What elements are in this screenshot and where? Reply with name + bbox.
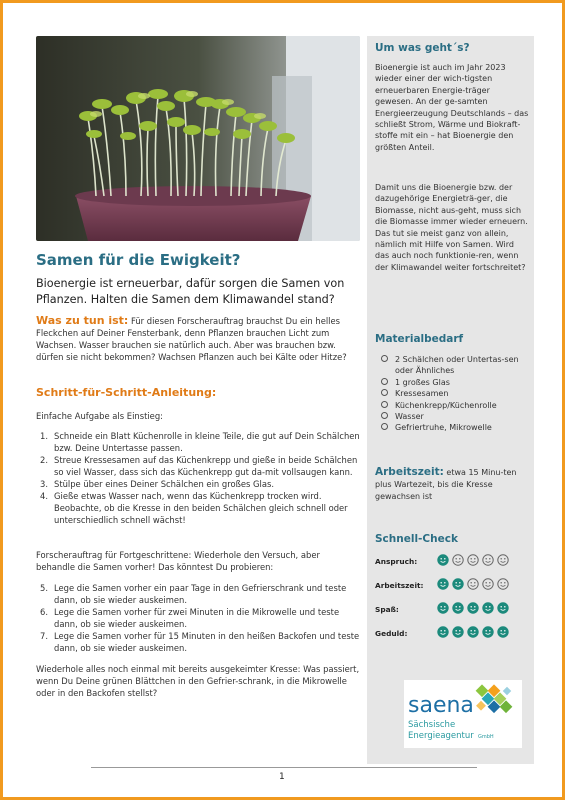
circle-bullet-icon [381,378,388,385]
material-item [381,377,529,388]
step-number: 3. [40,479,48,489]
smiley-filled-icon [467,626,479,638]
step-number: 6. [40,607,48,617]
step-text: Schneide ein Blatt Küchenrolle in kleine Teile, die gut auf Dein Schälchen bzw. Deine Untertasse passen. [54,431,360,453]
check-title: Schnell-Check [375,533,458,545]
worktime-text: etwa 15 Minu-ten plus Wartezeit, bis die Kresse gewachsen ist [375,468,517,501]
step-item [36,454,361,478]
step-number: 1. [40,431,48,441]
task-text: Für diesen Forscherauftrag brauchst Du ein helles Fleckchen auf Deiner Fensterbank, denn Pflanzen brauchen Licht zum Wachsen. Wasser brauchen sie natürlich auch. Aber was brauchen bzw. dürfen sie nicht bekommen? Wachsen Pflanzen auch bei Kälte oder Hitze? [36,316,347,362]
smiley-outline-icon [467,554,479,566]
step-text: Lege die Samen vorher ein paar Tage in den Gefrierschrank und teste dann, ob sie wieder auskeimen. [54,583,347,605]
check-row [375,552,533,576]
circle-bullet-icon [381,389,388,396]
step-item [36,630,361,654]
material-item [381,422,529,433]
check-label: Arbeitszeit: [375,581,424,590]
smiley-filled-icon [437,554,449,566]
smiley-outline-icon [482,578,494,590]
smiley-filled-icon [467,602,479,614]
material-text: 1 großes Glas [395,377,450,387]
circle-bullet-icon [381,355,388,362]
step-item [36,430,361,454]
page-title: Samen für die Ewigkeit? [36,251,241,269]
smiley-outline-icon [497,578,509,590]
step-text: Lege die Samen vorher für zwei Minuten in die Mikrowelle und teste dann, ob sie wieder auskeimen. [54,607,340,629]
saena-logo-graphic [404,680,522,748]
steps-title: Schritt-für-Schritt-Anleitung: [36,386,217,399]
closing-paragraph: Wiederhole alles noch einmal mit bereits ausgekeimter Kresse: Was passiert, wenn Du Deine grünen Blättchen in den Gefrier-schrank, in die Mikrowelle oder in den Backofen stellst? [36,664,360,698]
worktime [375,466,529,503]
material-text: Kressesamen [395,389,449,399]
step-item [36,490,361,526]
task-label: Was zu tun ist: [36,314,129,327]
material-item [381,354,529,377]
material-list [381,354,529,434]
logo-wordmark: saena [408,693,474,718]
cress-photo [36,36,360,241]
worktime-label: Arbeitszeit: [375,466,444,478]
material-text: Küchenkrepp/Küchenrolle [395,400,497,410]
info-sidebar [367,36,534,764]
step-text: Streue Kressesamen auf das Küchenkrepp und gieße in beide Schälchen so viel Wasser, dass sich das Küchenkrepp gut da-mit vollsaugen kann. [54,455,358,477]
check-label: Spaß: [375,605,399,614]
smiley-filled-icon [482,602,494,614]
step-number: 5. [40,583,48,593]
material-item [381,411,529,422]
quick-check [375,552,533,648]
step-text: Stülpe über eines Deiner Schälchen ein großes Glas. [54,479,275,489]
smiley-filled-icon [452,602,464,614]
step-number: 4. [40,491,48,501]
logo-line-1: Sächsische [408,720,456,730]
check-label: Geduld: [375,629,408,638]
about-paragraph-1: Bioenergie ist auch im Jahr 2023 wieder einer der wich-tigsten erneuerbaren Energie-träger gewesen. An der ge-samten Energieerzeugung Deutschlands – das schließt Strom, Wärme und Biokraft-stoffe mit ein – hat Bioenergie den größten Anteil. [375,63,529,152]
step-text: Lege die Samen vorher für 15 Minuten in den heißen Backofen und teste dann, ob sie wieder auskeimen. [54,631,360,653]
material-item [381,400,529,411]
material-item [381,388,529,399]
about-paragraph-2: Damit uns die Bioenergie bzw. der dazugehörige Energieträ-ger, die Biomasse, nicht aus-geht, muss sich die Biomasse immer wieder erneuern. Das tut sie meist ganz von allein, nämlich mit Hilfe von Samen. Wird das auch noch funktionie-ren, wenn der Klimawandel weiter fortschreitet? [375,183,528,272]
circle-bullet-icon [381,412,388,419]
step-number: 7. [40,631,48,641]
lead-paragraph: Bioenergie ist erneuerbar, dafür sorgen die Samen von Pflanzen. Halten die Samen dem Klimawandel stand? [36,277,345,306]
circle-bullet-icon [381,401,388,408]
smiley-filled-icon [437,578,449,590]
smiley-outline-icon [482,554,494,566]
smiley-filled-icon [482,626,494,638]
check-label: Anspruch: [375,557,418,566]
smiley-outline-icon [497,554,509,566]
footer-divider [91,767,477,768]
smiley-filled-icon [452,578,464,590]
step-item [36,606,361,630]
page-number: 1 [279,772,285,782]
circle-bullet-icon [381,423,388,430]
smiley-outline-icon [467,578,479,590]
intro-simple: Einfache Aufgabe als Einstieg: [36,411,163,421]
simple-steps-list [36,430,361,526]
smiley-filled-icon [497,602,509,614]
logo-line-2: Energieagentur [408,731,474,741]
material-text: Gefriertruhe, Mikrowelle [395,423,492,433]
intro-advanced: Forscherauftrag für Fortgeschrittene: Wiederhole den Versuch, aber behandle die Samen vorher! Das könntest Du probieren: [36,550,320,572]
about-title: Um was geht´s? [375,42,470,54]
cress-image [36,36,360,241]
logo-suffix: GmbH [478,734,494,740]
advanced-steps-list [36,582,361,654]
smiley-filled-icon [437,602,449,614]
step-item [36,582,361,606]
material-title: Materialbedarf [375,333,464,345]
step-text: Gieße etwas Wasser nach, wenn das Küchenkrepp trocken wird. Beobachte, ob die Kresse in den beiden Schälchen gleich schnell oder unterschiedlich schnell wächst! [54,491,348,525]
step-number: 2. [40,455,48,465]
check-row [375,600,533,624]
smiley-filled-icon [497,626,509,638]
material-text: 2 Schälchen oder Untertas-sen oder Ähnliches [395,355,519,376]
task-section [36,315,361,363]
check-row [375,624,533,648]
check-row [375,576,533,600]
step-item [36,478,361,490]
saena-logo [404,680,522,748]
smiley-filled-icon [437,626,449,638]
smiley-filled-icon [452,626,464,638]
smiley-outline-icon [452,554,464,566]
material-text: Wasser [395,412,424,422]
